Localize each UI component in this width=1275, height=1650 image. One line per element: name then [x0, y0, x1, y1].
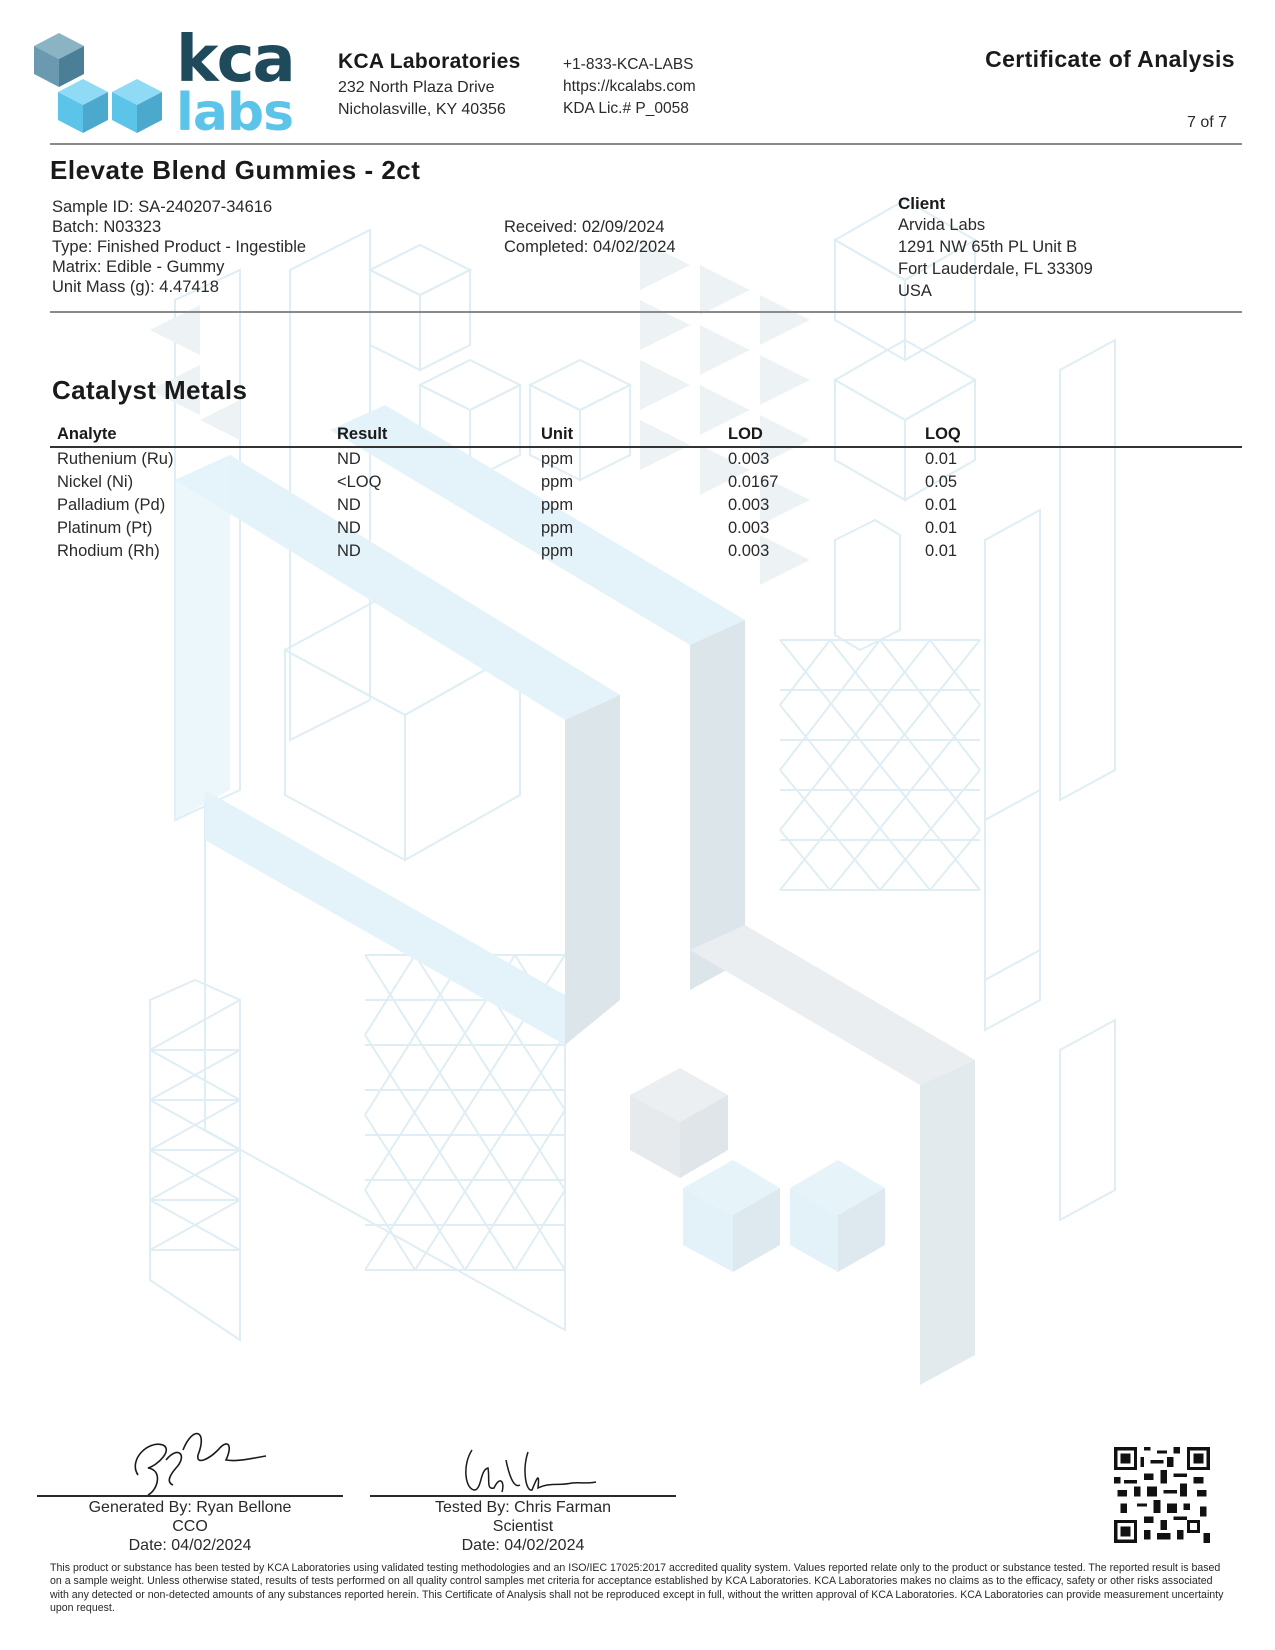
- lab-name: KCA Laboratories: [338, 50, 521, 73]
- client-address-line1: 1291 NW 65th PL Unit B: [898, 238, 1078, 256]
- column-header-result: Result: [330, 423, 534, 447]
- loq-cell: 0.01: [925, 495, 958, 514]
- unit-mass: Unit Mass (g): 4.47418: [52, 278, 219, 296]
- document-title: Certificate of Analysis: [985, 46, 1235, 72]
- unit-cell: ppm: [541, 472, 574, 491]
- analyte-cell: Palladium (Pd): [57, 495, 166, 514]
- info-divider: [50, 311, 1242, 313]
- unit-cell: ppm: [541, 449, 574, 468]
- analyte-cell: Nickel (Ni): [57, 472, 134, 491]
- tested-by: Tested By: Chris Farman: [434, 1499, 612, 1516]
- table-header-row: [50, 423, 1242, 447]
- signature-line-tested: [370, 1495, 676, 1497]
- product-type: Type: Finished Product - Ingestible: [52, 238, 307, 256]
- matrix: Matrix: Edible - Gummy: [52, 258, 225, 276]
- section-title: Catalyst Metals: [52, 375, 248, 405]
- qr-code-icon[interactable]: [1114, 1447, 1210, 1543]
- analyte-cell: Rhodium (Rh): [57, 541, 160, 560]
- lod-cell: 0.003: [728, 449, 770, 468]
- client-country: USA: [898, 282, 932, 300]
- column-header-analyte: Analyte: [50, 423, 330, 447]
- tested-by-role: Scientist: [492, 1518, 554, 1535]
- lab-phone: +1-833-KCA-LABS: [563, 56, 694, 73]
- result-cell: ND: [337, 449, 361, 468]
- client-address-line2: Fort Lauderdale, FL 33309: [898, 260, 1093, 278]
- logo-text-labs: labs: [176, 83, 294, 138]
- header-divider: [50, 143, 1242, 145]
- lod-cell: 0.003: [728, 518, 770, 537]
- analyte-cell: Platinum (Pt): [57, 518, 153, 537]
- unit-cell: ppm: [541, 518, 574, 537]
- generated-by-role: CCO: [172, 1518, 208, 1535]
- client-name: Arvida Labs: [898, 216, 986, 234]
- column-header-loq: LOQ: [918, 423, 1242, 447]
- loq-cell: 0.01: [925, 541, 958, 560]
- tested-by-date: Date: 04/02/2024: [461, 1537, 585, 1554]
- batch: Batch: N03323: [52, 218, 162, 236]
- table-row: [50, 540, 1242, 563]
- table-row: [50, 494, 1242, 517]
- kca-labs-logo: [30, 26, 310, 138]
- loq-cell: 0.01: [925, 449, 958, 468]
- logo-text-kca: kca: [176, 26, 294, 97]
- table-row: [50, 471, 1242, 494]
- loq-cell: 0.05: [925, 472, 958, 491]
- client-label: Client: [898, 194, 946, 213]
- result-cell: ND: [337, 495, 361, 514]
- lab-website[interactable]: https://kcalabs.com: [563, 78, 696, 95]
- result-cell: ND: [337, 518, 361, 537]
- signature-line-generated: [37, 1495, 343, 1497]
- table-row: [50, 517, 1242, 540]
- generated-by-date: Date: 04/02/2024: [128, 1537, 252, 1554]
- signature-chris-farman: [460, 1440, 600, 1500]
- completed-date: Completed: 04/02/2024: [504, 238, 676, 256]
- lod-cell: 0.003: [728, 541, 770, 560]
- lod-cell: 0.003: [728, 495, 770, 514]
- table-row: [50, 447, 1242, 471]
- loq-cell: 0.01: [925, 518, 958, 537]
- disclaimer-text: This product or substance has been tested by KCA Laboratories using validated testing methodologies and an ISO/IEC 17025:2017 accredited quality system. Values reported relate only to the product or substance tested. The reported result is based on a sample weight. Unless otherwise stated, results of tests performed on all quality control samples met criteria for acceptance established by KCA Laboratories. KCA Laboratories makes no claims as to the efficacy, safety or other risks associated with any detected or non-detected amounts of any substances reported herein. This Certificate of Analysis shall not be reproduced except in full, without the written approval of KCA Laboratories. KCA Laboratories can provide measurement uncertainty upon request.: [50, 1562, 1224, 1614]
- lod-cell: 0.0167: [728, 472, 779, 491]
- page-number: 7 of 7: [1186, 114, 1227, 131]
- analyte-cell: Ruthenium (Ru): [57, 449, 174, 468]
- received-date: Received: 02/09/2024: [504, 218, 665, 236]
- unit-cell: ppm: [541, 495, 574, 514]
- lab-address-line2: Nicholasville, KY 40356: [338, 101, 506, 118]
- unit-cell: ppm: [541, 541, 574, 560]
- lab-address-line1: 232 North Plaza Drive: [338, 79, 495, 96]
- signature-ryan-bellone: [118, 1420, 268, 1500]
- lab-license: KDA Lic.# P_0058: [563, 100, 689, 117]
- column-header-unit: Unit: [534, 423, 721, 447]
- product-title: Elevate Blend Gummies - 2ct: [50, 155, 421, 185]
- result-cell: <LOQ: [337, 472, 382, 491]
- results-table: [50, 423, 1242, 563]
- result-cell: ND: [337, 541, 361, 560]
- column-header-lod: LOD: [721, 423, 918, 447]
- generated-by: Generated By: Ryan Bellone: [88, 1499, 292, 1516]
- sample-id: Sample ID: SA-240207-34616: [52, 198, 273, 216]
